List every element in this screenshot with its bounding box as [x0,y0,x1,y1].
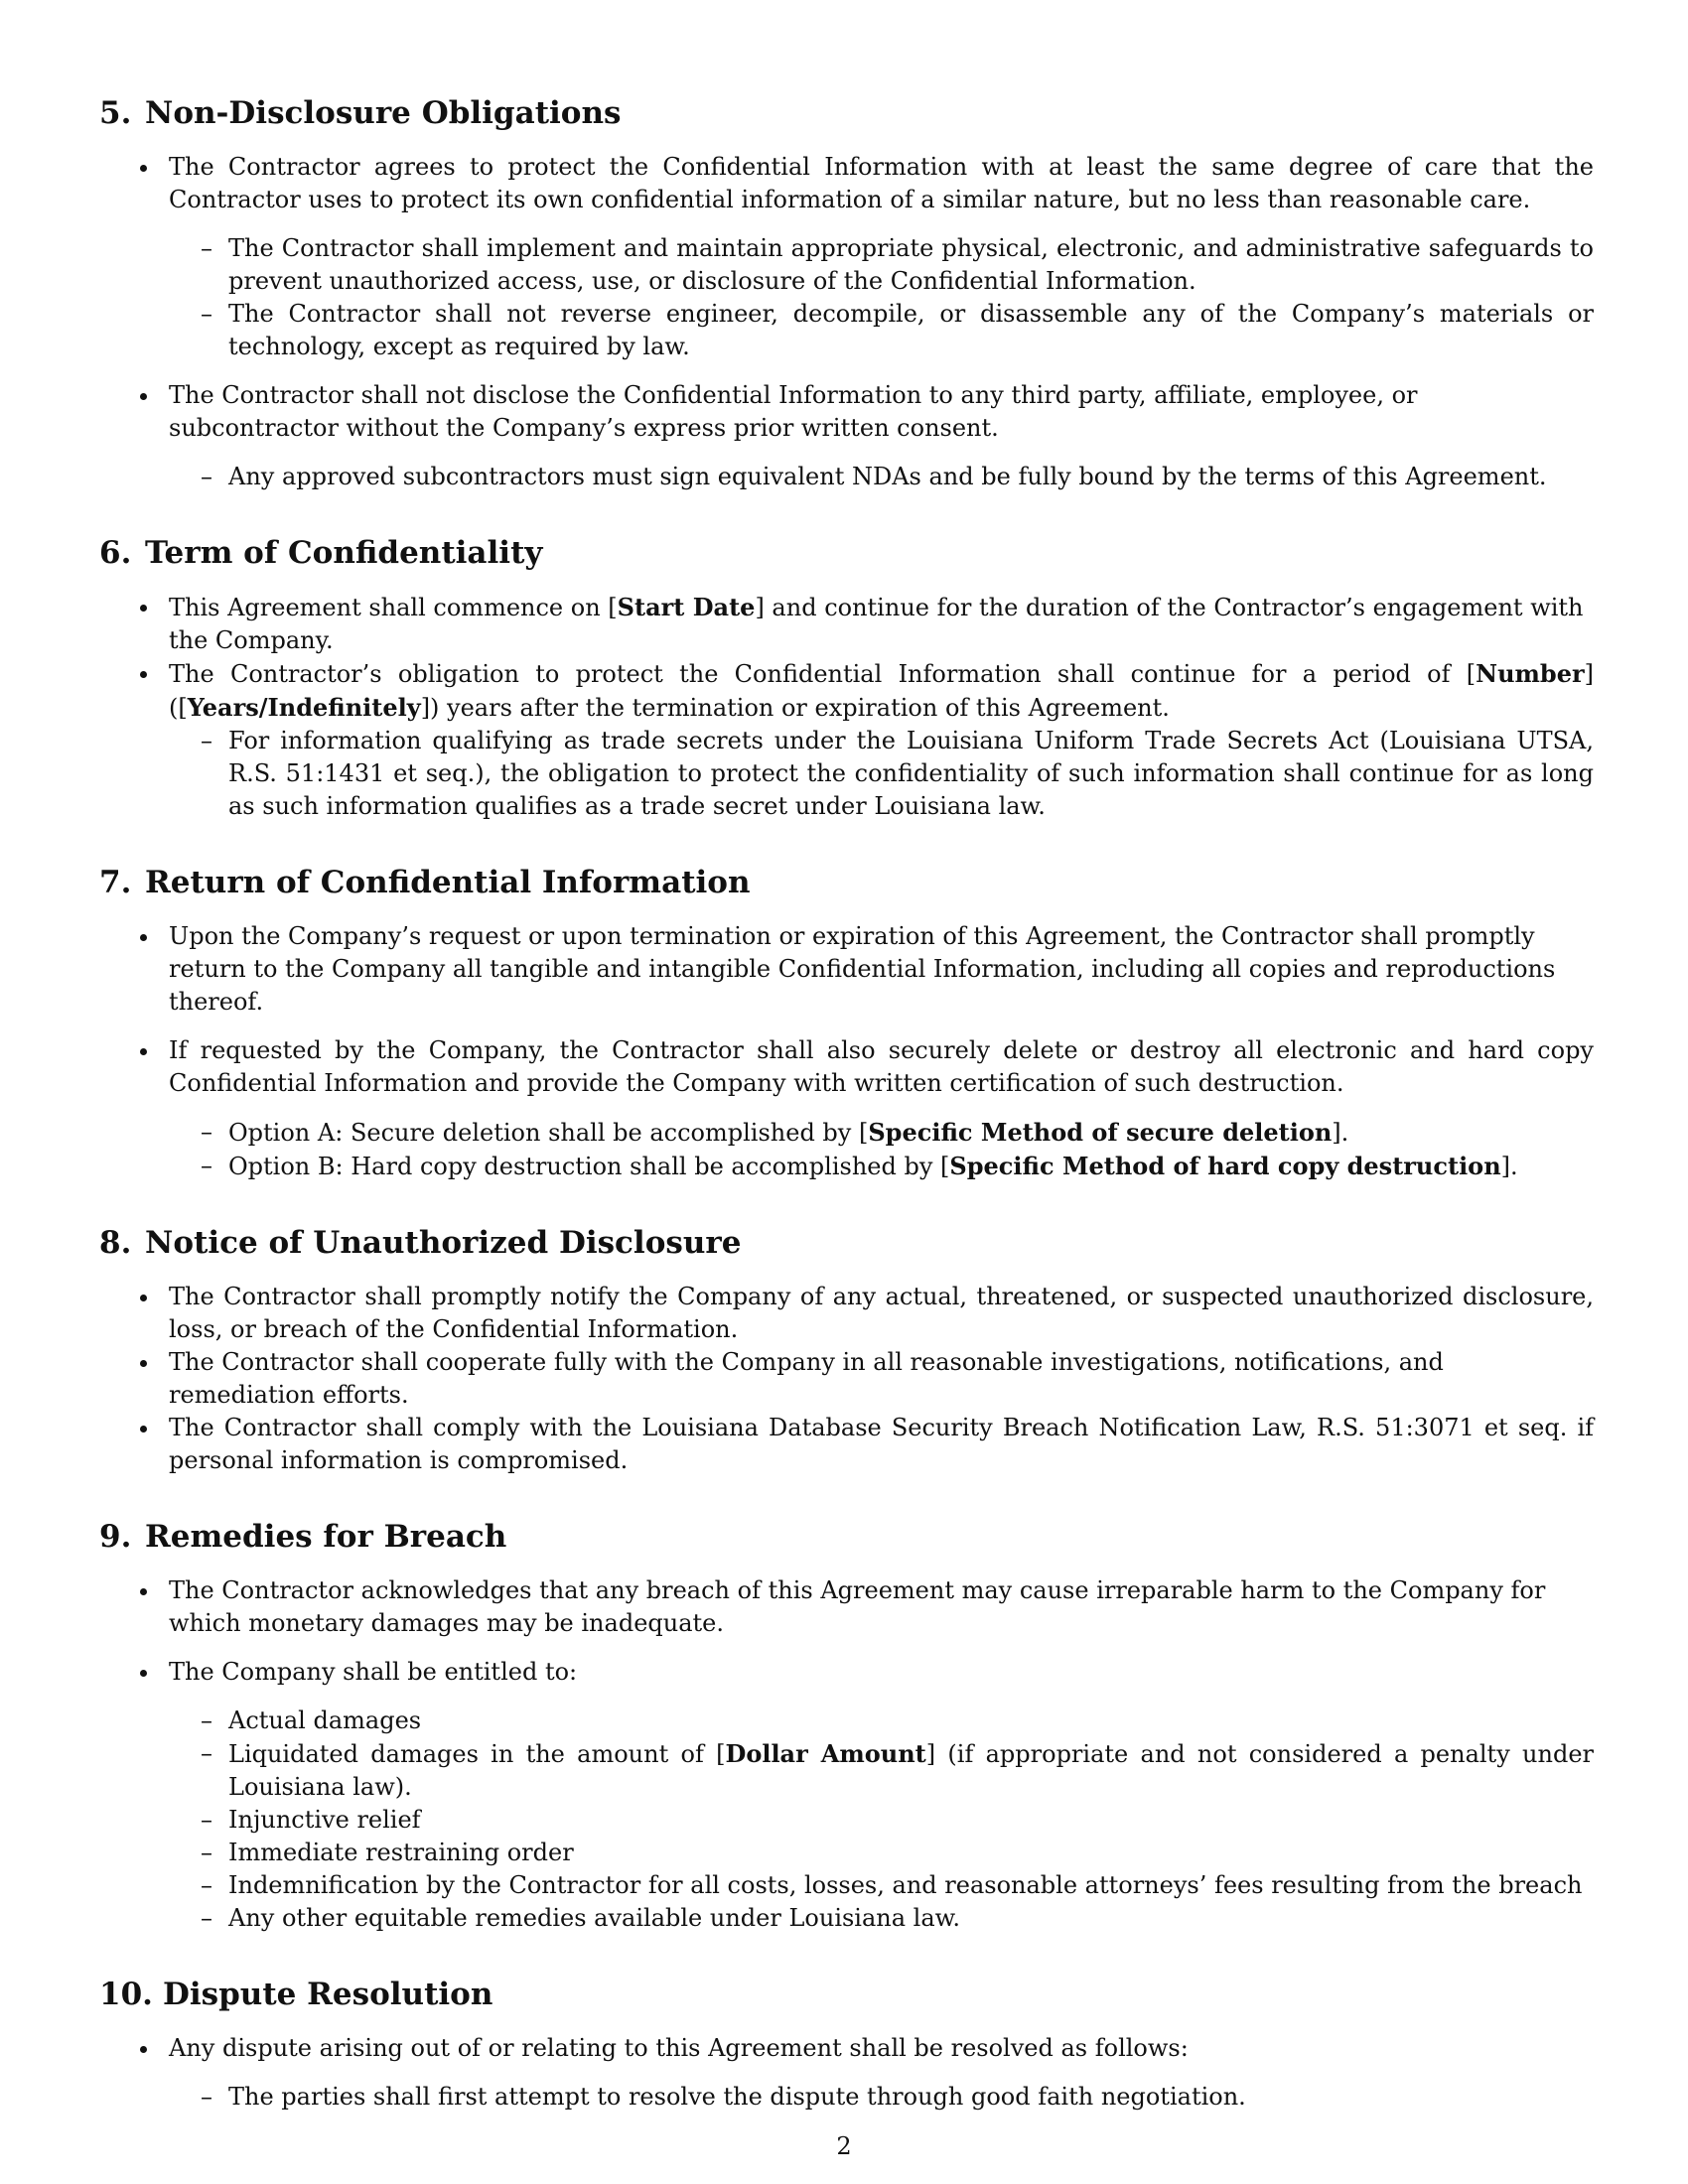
placeholder-field: Years/Indefinitely [187,693,421,722]
sub-list [169,2081,1594,2114]
list-item [99,591,1594,657]
list-item [99,1412,1594,1477]
sub-list-item [169,1869,1594,1902]
dash-icon: – [201,1152,212,1179]
dash-icon: – [201,2083,212,2111]
text-run: ] (if appropriate and not considered a penalty under Louisiana law). [228,1740,1594,1801]
section-number: 9. [99,1519,132,1555]
document-body [99,93,1594,2153]
text-run: Liquidated damages in the amount of [ [228,1740,726,1768]
sub-list-item [169,1116,1594,1150]
list-item [99,1034,1594,1183]
bullet-list [99,920,1594,1183]
section-10 [99,1975,1594,2114]
sub-list-item-text: Any other equitable remedies available under Louisiana law. [228,1904,960,1932]
dash-icon: – [201,1739,212,1767]
bullet-icon [140,1426,147,1433]
sub-list [169,725,1594,823]
sub-list-item-text: For information qualifying as trade secrets under the Louisiana Uniform Trade Secrets Act (Louisiana UTSA, R.S. 51:1431 et seq.), the obligation to protect the confidentiality of such information shall continue for as long as such information qualifies as a trade secret under Louisiana law. [228,727,1594,820]
list-item-text: The Contractor shall comply with the Louisiana Database Security Breach Notification Law, R.S. 51:3071 et seq. if personal information is compromised. [169,1414,1594,1474]
section-7-heading [99,863,1594,902]
dash-icon: – [201,1871,212,1899]
section-number: 6. [99,535,132,571]
sub-list [169,1116,1594,1183]
text-run: ] and continue for the duration of the Contractor’s engagement with the Company. [169,594,1584,654]
sub-list-item-text: Actual damages [228,1706,422,1734]
sub-list [169,232,1594,363]
sub-list-item [169,298,1594,363]
bullet-list [99,1574,1594,1935]
bullet-icon [140,1295,147,1301]
section-number: 5. [99,95,132,131]
list-item-text: The Company shall be entitled to: [169,1658,578,1686]
dash-icon: – [201,1706,212,1734]
sub-list-item [169,232,1594,298]
list-item-text: The Contractor shall promptly notify the Company of any actual, threatened, or suspected unauthorized disclosure, loss, or breach of the Confidential Information. [169,1283,1594,1343]
list-item-text: The Contractor shall cooperate fully with the Company in all reasonable investigations, notifications, and remediation efforts. [169,1348,1444,1409]
sub-list-item [169,1150,1594,1183]
text-run: The Contractor’s obligation to protect the Confidential Information shall continue for a period of [ [169,660,1477,688]
list-item [99,151,1594,363]
sub-list-item-text: The Contractor shall not reverse engineer, decompile, or disassemble any of the Company’s materials or technology, except as required by law. [228,300,1594,360]
section-9-heading [99,1517,1594,1557]
text-run: ]. [1332,1119,1349,1147]
section-number: 10. [99,1977,153,2012]
section-5 [99,93,1594,493]
sub-list [169,1705,1594,1935]
bullet-icon [140,671,147,678]
dash-icon: – [201,234,212,262]
dash-icon: – [201,300,212,328]
section-title: Term of Confidentiality [145,535,543,571]
list-item [99,1281,1594,1346]
sub-list-item [169,1705,1594,1737]
text-run: Option A: Secure deletion shall be accomplished by [ [228,1119,869,1147]
text-run: This Agreement shall commence on [ [169,594,618,621]
list-item-text: The Contractor shall not disclose the Confidential Information to any third party, affiliate, employee, or subcontractor without the Company’s express prior written consent. [169,381,1418,442]
sub-list-item [169,2081,1594,2114]
dash-icon: – [201,1839,212,1866]
text-run: ]. [1500,1153,1518,1180]
sub-list-item [169,1902,1594,1935]
text-run: ]) years after the termination or expiration of this Agreement. [420,694,1170,722]
text-run: ] ([ [169,660,1594,722]
placeholder-field: Number [1476,659,1585,688]
list-item-text: If requested by the Company, the Contractor shall also securely delete or destroy all electronic and hard copy Confidential Information and provide the Company with written certification of such destruction. [169,1036,1594,1097]
bullet-icon [140,1360,147,1367]
sub-list-item [169,1737,1594,1804]
section-6 [99,533,1594,823]
section-title: Non-Disclosure Obligations [145,95,622,131]
text-run: Option B: Hard copy destruction shall be accomplished by [ [228,1153,950,1180]
bullet-icon [140,1670,147,1677]
sub-list-item-text: Injunctive relief [228,1806,421,1834]
list-item [99,1346,1594,1412]
sub-list-item-text: Indemnification by the Contractor for all costs, losses, and reasonable attorneys’ fees resulting from the breach [228,1871,1583,1899]
dash-icon: – [201,727,212,754]
section-10-heading [99,1975,1594,2014]
list-item [99,657,1594,823]
list-item-text: Any dispute arising out of or relating to this Agreement shall be resolved as follows: [169,2034,1189,2062]
placeholder-field: Specific Method of secure deletion [868,1118,1333,1147]
dash-icon: – [201,1118,212,1146]
section-8 [99,1223,1594,1477]
section-title: Dispute Resolution [163,1977,493,2012]
bullet-list [99,2032,1594,2114]
section-title: Return of Confidential Information [145,865,751,900]
list-item [99,2032,1594,2114]
bullet-icon [140,165,147,172]
sub-list-item [169,1837,1594,1869]
list-item-text: The Contractor acknowledges that any breach of this Agreement may cause irreparable harm to the Company for which monetary damages may be inadequate. [169,1576,1546,1637]
sub-list-item [169,461,1594,493]
section-7 [99,863,1594,1183]
sub-list-item-text: Immediate restraining order [228,1839,574,1866]
section-number: 8. [99,1225,132,1261]
sub-list-item [169,1804,1594,1837]
dash-icon: – [201,1904,212,1932]
sub-list-item-text: The Contractor shall implement and maintain appropriate physical, electronic, and administrative safeguards to prevent unauthorized access, use, or disclosure of the Confidential Information. [228,234,1594,295]
bullet-list [99,591,1594,823]
section-9 [99,1517,1594,1935]
section-8-heading [99,1223,1594,1263]
page-number: 2 [836,2132,852,2160]
list-item [99,1656,1594,1935]
sub-list [169,461,1594,493]
section-title: Remedies for Breach [145,1519,507,1555]
bullet-icon [140,393,147,400]
bullet-icon [140,1588,147,1595]
dash-icon: – [201,463,212,490]
sub-list-item [169,725,1594,823]
list-item-text: The Contractor agrees to protect the Confidential Information with at least the same degree of care that the Contractor uses to protect its own confidential information of a similar nature, but no less than reasonable care. [169,153,1594,213]
bullet-list [99,151,1594,493]
section-number: 7. [99,865,132,900]
bullet-icon [140,1048,147,1055]
dash-icon: – [201,1806,212,1834]
list-item [99,1574,1594,1640]
bullet-icon [140,605,147,612]
list-item [99,379,1594,493]
placeholder-field: Dollar Amount [725,1739,926,1768]
sub-list-item-text: Any approved subcontractors must sign equivalent NDAs and be fully bound by the terms of this Agreement. [228,463,1547,490]
section-6-heading [99,533,1594,573]
placeholder-field: Start Date [617,593,756,621]
list-item [99,920,1594,1019]
placeholder-field: Specific Method of hard copy destruction [949,1152,1501,1180]
section-5-heading [99,93,1594,133]
bullet-list [99,1281,1594,1477]
bullet-icon [140,934,147,941]
section-title: Notice of Unauthorized Disclosure [145,1225,742,1261]
list-item-text: Upon the Company’s request or upon termination or expiration of this Agreement, the Contractor shall promptly return to the Company all tangible and intangible Confidential Information, including all copies and reproductions thereof. [169,922,1556,1016]
sub-list-item-text: The parties shall first attempt to resolve the dispute through good faith negotiation. [228,2083,1246,2111]
bullet-icon [140,2046,147,2053]
